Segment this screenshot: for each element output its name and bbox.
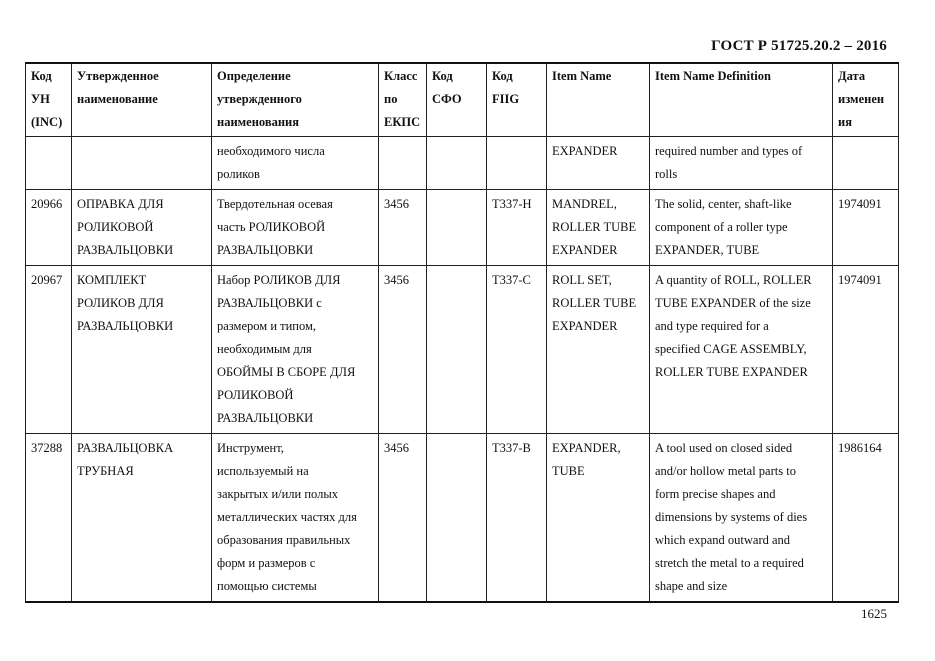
cell-date: 1986164 — [833, 434, 899, 603]
cell-code: 20966 — [26, 190, 72, 266]
header-date: Дата изменен ия — [833, 63, 899, 137]
table-row — [26, 266, 899, 434]
cell-item-definition: A quantity of ROLL, ROLLER TUBE EXPANDER of the size and type required for a specified CAGE ASSEMBLY, ROLLER TUBE EXPANDER — [650, 266, 833, 434]
header-code: Код УН (INC) — [26, 63, 72, 137]
table-row — [26, 190, 899, 266]
header-item-name: Item Name — [547, 63, 650, 137]
table-row — [26, 434, 899, 603]
cell-fiig — [487, 137, 547, 190]
header-sfo: Код СФО — [427, 63, 487, 137]
cell-fiig: T337-C — [487, 266, 547, 434]
cell-item-definition: required number and types of rolls — [650, 137, 833, 190]
cell-code — [26, 137, 72, 190]
cell-date: 1974091 — [833, 190, 899, 266]
cell-sfo — [427, 266, 487, 434]
cell-item-name: EXPANDER, TUBE — [547, 434, 650, 603]
cell-definition: необходимого числа роликов — [212, 137, 379, 190]
cell-sfo — [427, 190, 487, 266]
header-class: Класс по ЕКПС — [379, 63, 427, 137]
cell-item-name: MANDREL, ROLLER TUBE EXPANDER — [547, 190, 650, 266]
page-number: 1625 — [861, 606, 887, 621]
cell-approved-name: КОМПЛЕКТ РОЛИКОВ ДЛЯ РАЗВАЛЬЦОВКИ — [72, 266, 212, 434]
cell-date: 1974091 — [833, 266, 899, 434]
cell-fiig: T337-B — [487, 434, 547, 603]
document-standard-header: ГОСТ Р 51725.20.2 – 2016 — [711, 38, 887, 54]
cell-class: 3456 — [379, 190, 427, 266]
cell-fiig: T337-H — [487, 190, 547, 266]
cell-item-name: EXPANDER — [547, 137, 650, 190]
cell-item-definition: The solid, center, shaft-like component of a roller type EXPANDER, TUBE — [650, 190, 833, 266]
cell-code: 20967 — [26, 266, 72, 434]
cell-sfo — [427, 434, 487, 603]
cell-sfo — [427, 137, 487, 190]
cell-item-name: ROLL SET, ROLLER TUBE EXPANDER — [547, 266, 650, 434]
cell-code: 37288 — [26, 434, 72, 603]
header-approved-name: Утвержденное наименование — [72, 63, 212, 137]
terms-table — [25, 62, 899, 603]
cell-approved-name: РАЗВАЛЬЦОВКА ТРУБНАЯ — [72, 434, 212, 603]
table-row — [26, 137, 899, 190]
cell-definition: Инструмент, используемый на закрытых и/или полых металлических частях для образования правильных форм и размеров с помощью системы — [212, 434, 379, 603]
table-header-row — [26, 63, 899, 137]
cell-item-definition: A tool used on closed sided and/or hollow metal parts to form precise shapes and dimensions by systems of dies which expand outward and stretch the metal to a required shape and size — [650, 434, 833, 603]
cell-class: 3456 — [379, 266, 427, 434]
cell-approved-name: ОПРАВКА ДЛЯ РОЛИКОВОЙ РАЗВАЛЬЦОВКИ — [72, 190, 212, 266]
cell-class: 3456 — [379, 434, 427, 603]
cell-approved-name — [72, 137, 212, 190]
cell-date — [833, 137, 899, 190]
cell-class — [379, 137, 427, 190]
cell-definition: Твердотельная осевая часть РОЛИКОВОЙ РАЗВАЛЬЦОВКИ — [212, 190, 379, 266]
header-fiig: Код FIIG — [487, 63, 547, 137]
cell-definition: Набор РОЛИКОВ ДЛЯ РАЗВАЛЬЦОВКИ с размером и типом, необходимым для ОБОЙМЫ В СБОРЕ ДЛЯ РОЛИКОВОЙ РАЗВАЛЬЦОВКИ — [212, 266, 379, 434]
header-item-definition: Item Name Definition — [650, 63, 833, 137]
header-definition: Определение утвержденного наименования — [212, 63, 379, 137]
